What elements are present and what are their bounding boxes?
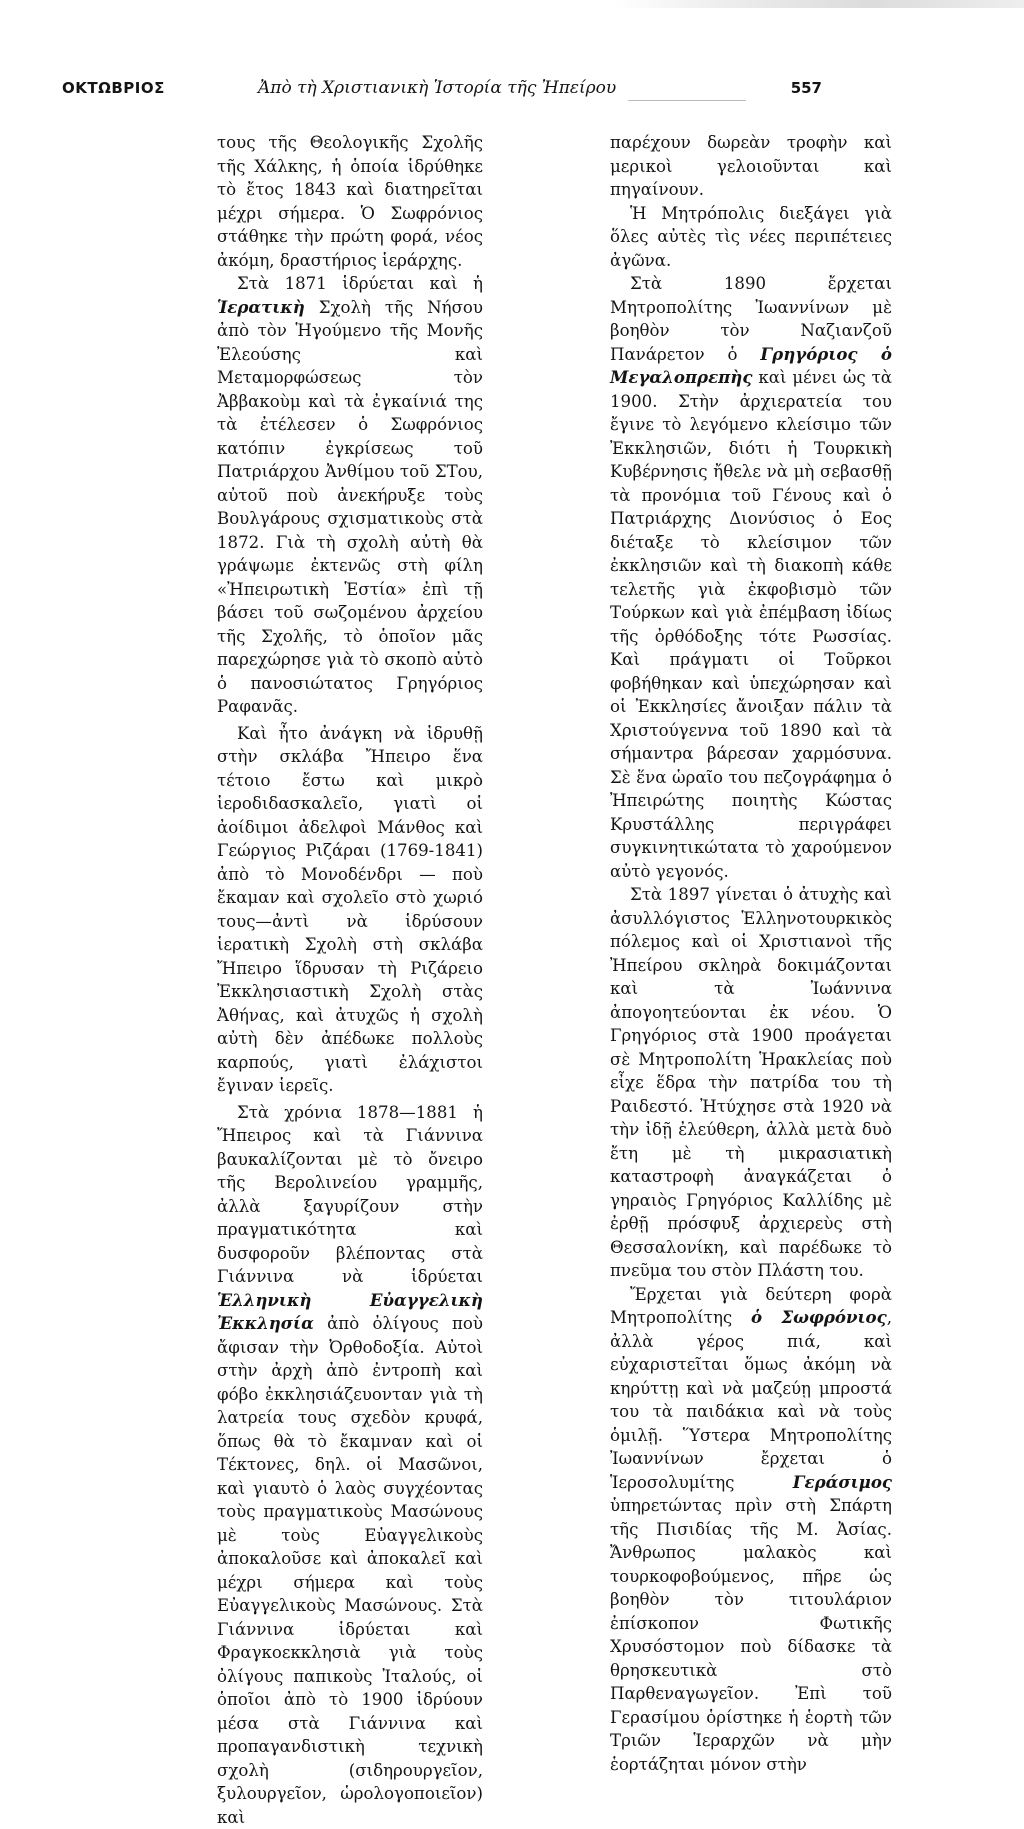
body-text: Στὰ 1890 ἔρχεται Μητροπολίτης Ἰωαννίνων μὲ βοηθὸν τὸν Ναζιανζοῦ Πανάρετον ὁ [610, 274, 892, 364]
paragraph [610, 883, 892, 1283]
body-text: Ἡ Μητρόπολις διεξάγει γιὰ ὅλες αὐτὲς τὶς νέες περιπέτειες ἀγῶνα. [610, 204, 892, 270]
emphasis-text: Ἑλληνικὴ Εὐαγγελικὴ Ἐκκλησία [217, 1290, 483, 1334]
header-title: Ἀπὸ τὴ Χριστιανικὴ Ἱστορία τῆς Ἠπείρου [258, 76, 616, 100]
body-text: παρέχουν δωρεὰν τροφὴν καὶ μερικοὶ γελοιοῦνται καὶ πηγαίνουν. [610, 133, 892, 199]
header-divider [628, 100, 746, 101]
emphasis-text: Γρηγόριος ὁ Μεγαλοπρεπὴς [610, 344, 892, 388]
emphasis-text: Γεράσιμος [793, 1472, 892, 1492]
body-text: ὑπηρετώντας πρὶν στὴ Σπάρτη τῆς Πισιδίας τῆς Μ. Ἀσίας. Ἄνθρωπος μαλακὸς καὶ τουρκοφοβούμενος, πῆρε ὡς βοηθὸν τὸν τιτουλάριον ἐπίσκοπον Φωτικῆς Χρυσόστομον ποὺ δίδασκε τὰ θρησκευτικὰ στὸ Παρθεναγωγεῖον. Ἐπὶ τοῦ Γερασίμου ὁρίστηκε ἡ ἑορτὴ τῶν Τριῶν Ἱεραρχῶν νὰ μὴν ἑορτάζηται μόνον στὴν [610, 1496, 892, 1774]
paragraph [217, 1101, 483, 1829]
paragraph [217, 722, 483, 1098]
body-text: Σχολὴ τῆς Νήσου ἀπὸ τὸν Ἡγούμενο τῆς Μονῆς Ἐλεούσης καὶ Μεταμορφώσεως τὸν Ἀββακοὺμ καὶ τὰ ἐγκαίνιά της τὰ ἐτέλεσεν ὁ Σωφρόνιος κατόπιν ἐγκρίσεως τοῦ Πατριάρχου Ἀνθίμου τοῦ ΣΤου, αὐτοῦ ποὺ ἀνεκήρυξε τοὺς Βουλγάρους σχισματικοὺς στὰ 1872. Γιὰ τὴ σχολὴ αὐτὴ θὰ γράψωμε ἐκτενῶς στὴ φίλη «Ἠπειρωτικὴ Ἑστία» ἐπὶ τῇ βάσει τοῦ σωζομένου ἀρχείου τῆς Σχολῆς, τὸ ὁποῖον μᾶς παρεχώρησε γιὰ τὸ σκοπὸ αὐτὸ ὁ πανοσιώτατος Γρηγόριος Ραφανᾶς. [217, 298, 483, 717]
emphasis-text: ὁ Σωφρόνιος [751, 1307, 887, 1327]
body-text: ἀπὸ ὀλίγους ποὺ ἄφισαν τὴν Ὀρθοδοξία. Αὐτοὶ στὴν ἀρχὴ ἀπὸ ἐντροπὴ καὶ φόβο ἐκκλησιάζευονταν γιὰ τὴ λατρεία τους σχεδὸν κρυφά, ὅπως θὰ τὸ ἔκαμναν καὶ οἱ Τέκτονες, δηλ. οἱ Μασῶνοι, καὶ γιαυτὸ ὁ λαὸς συγχέοντας τοὺς πραγματικοὺς Μασώνους μὲ τοὺς Εὐαγγελικοὺς ἀποκαλοῦσε καὶ ἀποκαλεῖ καὶ μέχρι σήμερα καὶ τοὺς Εὐαγγελικοὺς Μασώνους. Στὰ Γιάννινα ἱδρύεται καὶ Φραγκοεκκλησιὰ γιὰ τοὺς ὀλίγους παπικοὺς Ἰταλούς, οἱ ὁποῖοι ἀπὸ τὸ 1900 ἱδρύουν μέσα στὰ Γιάννινα καὶ προπαγανδιστικὴ τεχνικὴ σχολὴ (σιδηρουργεῖον, ξυλουργεῖον, ὡρολογοποιεῖον) καὶ [217, 1314, 483, 1827]
page-number: 557 [791, 76, 822, 100]
emphasis-text: Ἱερατικὴ [217, 297, 305, 317]
body-text: , ἀλλὰ γέρος πιά, καὶ εὐχαριστεῖται ὅμως ἀκόμη νὰ κηρύττῃ καὶ νὰ μαζεύῃ μπροστά του τὰ παιδάκια καὶ νὰ τοὺς ὁμιλῇ. Ὕστερα Μητροπολίτης Ἰωαννίνων ἔρχεται ὁ Ἱεροσολυμίτης [610, 1308, 892, 1492]
paragraph [217, 131, 483, 272]
left-column [217, 131, 483, 1829]
paragraph [217, 272, 483, 719]
header-month: ΟΚΤΩΒΡΙΟΣ [62, 76, 165, 100]
scan-artifact [0, 0, 1024, 8]
paragraph [610, 131, 892, 202]
paragraph [610, 1283, 892, 1777]
paragraph [610, 202, 892, 273]
body-text: τους τῆς Θεολογικῆς Σχολῆς τῆς Χάλκης, ἡ ὁποία ἱδρύθηκε τὸ ἔτος 1843 καὶ διατηρεῖται μέχρι σήμερα. Ὁ Σωφρόνιος στάθηκε τὴν πρώτη φορά, νέος ἀκόμη, δραστήριος ἱεράρχης. [217, 133, 483, 270]
body-text: Στὰ χρόνια 1878—1881 ἡ Ἤπειρος καὶ τὰ Γιάννινα βαυκαλίζονται μὲ τὸ ὄνειρο τῆς Βερολινείου γραμμῆς, ἀλλὰ ξαγυρίζουν στὴν πραγματικότητα καὶ δυσφοροῦν βλέποντας στὰ Γιάννινα νὰ ἱδρύεται [217, 1103, 483, 1287]
running-header [62, 76, 822, 100]
body-text: Στὰ 1871 ἱδρύεται καὶ ἡ [237, 274, 483, 293]
right-column [610, 131, 892, 1776]
body-text: Ἔρχεται γιὰ δεύτερη φορὰ Μητροπολίτης [610, 1285, 892, 1328]
paragraph [610, 272, 892, 883]
body-text: Στὰ 1897 γίνεται ὁ ἀτυχὴς καὶ ἀσυλλόγιστος Ἑλληνοτουρκικὸς πόλεμος καὶ οἱ Χριστιανοὶ τῆς Ἠπείρου σκληρὰ δοκιμάζονται καὶ τὰ Ἰωάννινα ἀπογοητεύονται ἐκ νέου. Ὁ Γρηγόριος στὰ 1900 προάγεται σὲ Μητροπολίτη Ἡρακλείας ποὺ εἶχε ἕδρα τὴν πατρίδα του τὴ Ραιδεστό. Ἠτύχησε στὰ 1920 νὰ τὴν ἰδῇ ἐλεύθερη, ἀλλὰ μετὰ δυὸ ἔτη μὲ τὴ μικρασιατικὴ καταστροφὴ ἀναγκάζεται ὁ γηραιὸς Γρηγόριος Καλλίδης μὲ ἐρθῇ πρόσφυξ ἀρχιερεὺς στὴ Θεσσαλονίκη, καὶ παρέδωκε τὸ πνεῦμα του στὸν Πλάστη του. [610, 885, 892, 1280]
body-text: καὶ μένει ὡς τὰ 1900. Στὴν ἀρχιερατεία του ἔγινε τὸ λεγόμενο κλείσιμο τῶν Ἐκκλησιῶν, διότι ἡ Τουρκικὴ Κυβέρνησις ἤθελε νὰ μὴ σεβασθῇ τὰ προνόμια τοῦ Γένους καὶ ὁ Πατριάρχης Διονύσιος ὁ Εος διέταξε τὸ κλείσιμον τῶν ἐκκλησιῶν καὶ τὴ διακοπὴ κάθε τελετῆς γιὰ ἐκφοβισμὸ τῶν Τούρκων καὶ γιὰ ἐπέμβαση ἰδίως τῆς ὀρθόδοξης τότε Ρωσσίας. Καὶ πράγματι οἱ Τοῦρκοι φοβήθηκαν καὶ ὑπεχώρησαν καὶ οἱ Ἐκκλησίες ἄνοιξαν πάλιν τὰ Χριστούγεννα τοῦ 1890 καὶ τὰ σήμαντρα βάρεσαν χαρμόσυνα. Σὲ ἕνα ὡραῖο του πεζογράφημα ὁ Ἠπειρώτης ποιητὴς Κώστας Κρυστάλλης περιγράφει συγκινητικώτατα τὸ χαρούμενον αὐτὸ γεγονός. [610, 368, 892, 881]
body-text: Καὶ ἦτο ἀνάγκη νὰ ἱδρυθῇ στὴν σκλάβα Ἤπειρο ἕνα τέτοιο ἔστω καὶ μικρὸ ἱεροδιδασκαλεῖο, γιατὶ οἱ ἀοίδιμοι ἀδελφοὶ Μάνθος καὶ Γεώργιος Ριζάραι (1769-1841) ἀπὸ τὸ Μονοδένδρι — ποὺ ἔκαμαν καὶ σχολεῖο στὸ χωριό τους—ἀντὶ νὰ ἱδρύσουν ἱερατικὴ Σχολὴ στὴ σκλάβα Ἤπειρο ἵδρυσαν τὴ Ριζάρειο Ἐκκλησιαστικὴ Σχολὴ στὰς Ἀθήνας, καὶ ἀτυχῶς ἡ σχολὴ αὐτὴ δὲν ἀπέδωκε πολλοὺς καρπούς, γιατὶ ἐλάχιστοι ἔγιναν ἱερεῖς. [217, 724, 483, 1096]
